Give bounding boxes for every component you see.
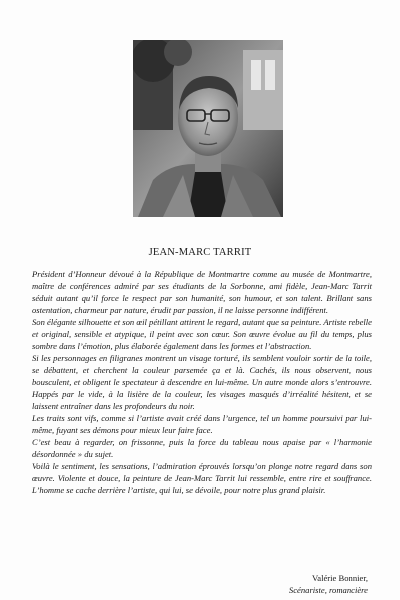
paragraph: Président d’Honneur dévoué à la République de Montmartre comme au musée de Montmartre, maître de conférences admiré par ses étudiants de la Sorbonne, ami fidèle, Jean-Marc Tarrit séduit autant qu’il force le respect par son humanité, son humour, et son talent. Brillant sans ostentation, charmeur par nature, érudit par passion, il ne laisse personne indifférent. [32,269,372,315]
paragraph: C’est beau à regarder, on frissonne, puis la force du tableau nous apaise par « l’harmonie désordonnée » du sujet. [32,437,372,459]
signature-name: Valérie Bonnier, [312,573,368,583]
page-title: JEAN-MARC TARRIT [148,247,252,258]
portrait-icon [133,40,283,217]
paragraph: Son élégante silhouette et son œil pétillant attirent le regard, autant que sa peinture. Artiste rebelle et original, sensible et atypique, il peint avec son cœur. Son œuvre évolue au fil du temps, plus sombre dans l’émotion, plus élaborée également dans les formes et l’abstraction. [32,317,372,351]
article-body [32,268,372,496]
portrait-photo [133,40,283,217]
paragraph: Si les personnages en filigranes montrent un visage torturé, ils semblent vouloir sortir de la toile, se débattent, et cherchent la couleur parsemée ça et là. Cachés, ils nous observent, nous bousculent, et obligent le spectateur à descendre en lui-même. Un autre monde alors s’entrouvre. Happés par le vide, à la lisière de la couleur, les visages masqués d’irréalité hésitent, et se laissent entraîner dans les profondeurs du noir. [32,353,372,411]
paragraph: Voilà le sentiment, les sensations, l’admiration éprouvés lorsqu’on plonge notre regard dans son œuvre. Violente et douce, la peinture de Jean-Marc Tarrit lui ressemble, entre rire et souffrance. L’homme se cache derrière l’artiste, qui lui, se dévoile, pour notre plus grand plaisir. [32,461,372,495]
signature-role: Scénariste, romancière [288,585,368,595]
signature-block [289,572,368,596]
paragraph: Les traits sont vifs, comme si l’artiste avait créé dans l’urgence, tel un homme poursuivi par lui-même, fuyant ses démons pour mieux leur faire face. [32,413,372,435]
